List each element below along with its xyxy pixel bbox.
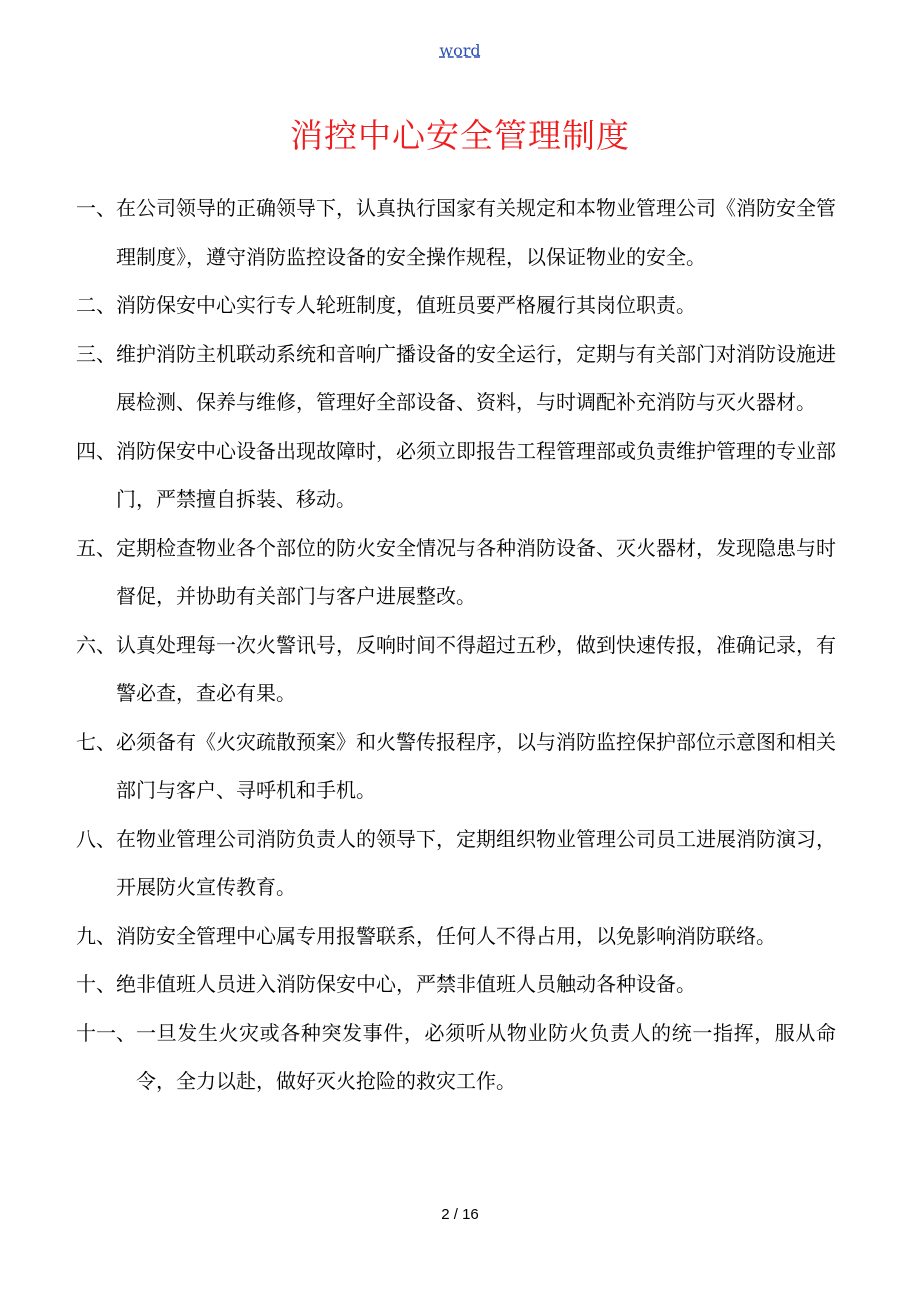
rule-text: 在公司领导的正确领导下，认真执行国家有关规定和本物业管理公司《消防安全管理制度》，遵守消防监控设备的安全操作规程，以保证物业的安全。 bbox=[116, 196, 836, 269]
rule-text: 消防保安中心设备出现故障时，必须立即报告工程管理部或负责维护管理的专业部门，严禁擅自拆装、移动。 bbox=[116, 438, 836, 511]
rule-item bbox=[76, 1009, 836, 1106]
rule-item bbox=[76, 621, 836, 718]
rule-text: 定期检查物业各个部位的防火安全情况与各种消防设备、灭火器材，发现隐患与时督促，并协助有关部门与客户进展整改。 bbox=[116, 535, 836, 608]
rule-text: 消防保安中心实行专人轮班制度，值班员要严格履行其岗位职责。 bbox=[116, 293, 696, 317]
rule-number: 九、 bbox=[76, 923, 116, 948]
rule-text: 维护消防主机联动系统和音响广播设备的安全运行，定期与有关部门对消防设施进展检测、保养与维修，管理好全部设备、资料，与时调配补充消防与灭火器材。 bbox=[116, 341, 836, 414]
document-title: 消控中心安全管理制度 bbox=[290, 116, 630, 155]
rule-number: 六、 bbox=[76, 632, 116, 657]
rule-item bbox=[76, 960, 836, 1009]
rule-text: 认真处理每一次火警讯号，反响时间不得超过五秒，做到快速传报，准确记录，有警必查，查必有果。 bbox=[116, 632, 836, 705]
rule-text: 绝非值班人员进入消防保安中心，严禁非值班人员触动各种设备。 bbox=[116, 972, 696, 996]
rule-item bbox=[76, 815, 836, 912]
rule-number: 十一、 bbox=[76, 1020, 136, 1045]
rule-text: 必须备有《火灾疏散预案》和火警传报程序，以与消防监控保护部位示意图和相关部门与客户、寻呼机和手机。 bbox=[116, 729, 836, 802]
rules-list bbox=[76, 184, 836, 1106]
rule-text: 在物业管理公司消防负责人的领导下，定期组织物业管理公司员工进展消防演习，开展防火宣传教育。 bbox=[116, 826, 836, 899]
rule-item bbox=[76, 718, 836, 815]
rule-item bbox=[76, 524, 836, 621]
page-number: 2 / 16 bbox=[441, 1206, 479, 1223]
rule-number: 四、 bbox=[76, 438, 116, 463]
rule-item bbox=[76, 427, 836, 524]
rule-number: 三、 bbox=[76, 341, 116, 366]
rule-number: 十、 bbox=[76, 972, 116, 996]
header-word-link[interactable]: word bbox=[439, 41, 481, 60]
rule-number: 七、 bbox=[76, 729, 116, 754]
rule-number: 一、 bbox=[76, 196, 116, 220]
rule-item bbox=[76, 912, 836, 961]
rule-number: 二、 bbox=[76, 293, 116, 317]
rule-item bbox=[76, 281, 836, 330]
rule-item bbox=[76, 184, 836, 281]
rule-text: 一旦发生火灾或各种突发事件，必须听从物业防火负责人的统一指挥，服从命令，全力以赴，做好灭火抢险的救灾工作。 bbox=[136, 1020, 836, 1093]
rule-text: 消防安全管理中心属专用报警联系，任何人不得占用，以免影响消防联络。 bbox=[116, 923, 776, 948]
rule-number: 五、 bbox=[76, 535, 116, 560]
rule-item bbox=[76, 330, 836, 427]
rule-number: 八、 bbox=[76, 826, 116, 851]
